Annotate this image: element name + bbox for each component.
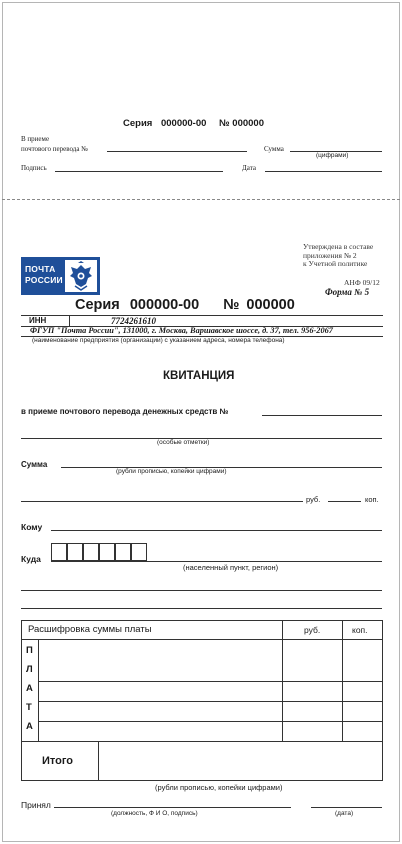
inn-label: ИНН [29, 316, 47, 325]
postal-code-box[interactable] [83, 543, 99, 561]
header-top-rule [21, 315, 383, 316]
table-header-label: Расшифровка суммы платы [28, 624, 152, 635]
stub-series-label: Серия [123, 118, 153, 129]
transfer-label: в приеме почтового перевода денежных средств № [21, 407, 229, 416]
vertical-letter: А [26, 683, 33, 694]
organization-text: ФГУП "Почта России", 131000, г. Москва, Варшавское шоссе, д. 37, тел. 956-2067 [30, 326, 333, 335]
kop-field[interactable] [328, 501, 361, 502]
position-hint: (должность, Ф И О, подпись) [111, 810, 198, 817]
postal-code-box[interactable] [99, 543, 115, 561]
stub-date-field[interactable] [265, 171, 382, 172]
stub-series-value: 000000-00 [160, 118, 207, 129]
series-row [75, 297, 295, 313]
receipt-title: КВИТАНЦИЯ [163, 370, 235, 382]
cut-line [2, 199, 400, 200]
address-field-1[interactable] [21, 590, 382, 591]
vertical-letter: П [26, 645, 33, 656]
vertical-letter: Т [26, 702, 32, 713]
table-total-rule [22, 741, 382, 742]
rub-label: руб. [306, 495, 321, 504]
inn-divider [69, 316, 70, 326]
postal-code-box[interactable] [67, 543, 83, 561]
to-whom-field[interactable] [51, 530, 382, 531]
table-row-rule [38, 681, 382, 682]
kop-label: коп. [365, 495, 379, 504]
approval-line3: к Учетной политике [303, 259, 368, 268]
table-row-rule [38, 701, 382, 702]
accepted-by-field[interactable] [54, 807, 291, 808]
stub-series-row [123, 118, 264, 129]
sum-hint: (рубли прописью, копейки цифрами) [116, 468, 227, 475]
stub-transfer-number-field[interactable] [107, 151, 247, 152]
date-hint: (дата) [335, 810, 354, 817]
organization-hint: (наименование предприятия (организации) с указанием адреса, номера телефона) [32, 337, 285, 344]
series-value: 000000-00 [129, 297, 200, 313]
logo-line2: РОССИИ [25, 275, 63, 285]
table-row-rule [38, 721, 382, 722]
payment-breakdown-table [21, 620, 383, 781]
postal-code-box[interactable] [51, 543, 67, 561]
total-hint: (рубли прописью, копейки цифрами) [155, 783, 283, 792]
table-letters-divider [38, 639, 39, 741]
address-field-2[interactable] [21, 608, 382, 609]
table-total-divider [98, 741, 99, 781]
approval-block [303, 243, 373, 269]
vertical-letter: Л [26, 664, 33, 675]
stub-number-value: 000000 [232, 118, 264, 129]
inn-value: 7724261610 [111, 316, 156, 326]
postal-code-box[interactable] [115, 543, 131, 561]
logo-line1: ПОЧТА [25, 264, 56, 274]
stub-received-line1: В приеме [21, 135, 50, 143]
accepted-date-field[interactable] [311, 807, 382, 808]
series-label: Серия [75, 297, 120, 313]
pochta-rossii-logo [21, 257, 100, 295]
place-hint: (населенный пункт, регион) [183, 563, 279, 572]
special-marks-hint: (особые отметки) [157, 439, 210, 446]
approval-form: Форма № 5 [325, 287, 370, 297]
stub-signature-label: Подпись [21, 164, 47, 172]
table-header-rule [22, 639, 382, 640]
stub-digits-hint: (цифрами) [316, 152, 349, 159]
postal-code-box[interactable] [131, 543, 147, 561]
to-whom-label: Кому [21, 522, 43, 532]
accepted-label: Принял [21, 800, 51, 810]
total-label: Итого [42, 755, 74, 767]
where-label: Куда [21, 554, 41, 564]
transfer-number-field[interactable] [262, 415, 382, 416]
double-headed-eagle-icon [65, 260, 97, 292]
stub-sum-label: Сумма [264, 145, 284, 153]
stub-received-line2: почтового перевода № [21, 145, 88, 153]
sum-label: Сумма [21, 460, 48, 469]
stub-number-label: № [219, 118, 230, 129]
stub-signature-field[interactable] [55, 171, 223, 172]
table-kop-header: коп. [352, 625, 368, 635]
approval-line1: Утверждена в составе [303, 242, 374, 251]
sum-words-field-2[interactable] [21, 501, 303, 502]
number-value: 000000 [246, 297, 295, 313]
vertical-letter: А [26, 721, 33, 732]
number-label: № [223, 297, 240, 313]
where-field[interactable] [51, 561, 382, 562]
approval-code: АНФ 09/12 [344, 278, 380, 287]
table-rub-header: руб. [304, 625, 321, 635]
stub-date-label: Дата [242, 164, 256, 172]
approval-line2: приложения № 2 [303, 250, 357, 260]
